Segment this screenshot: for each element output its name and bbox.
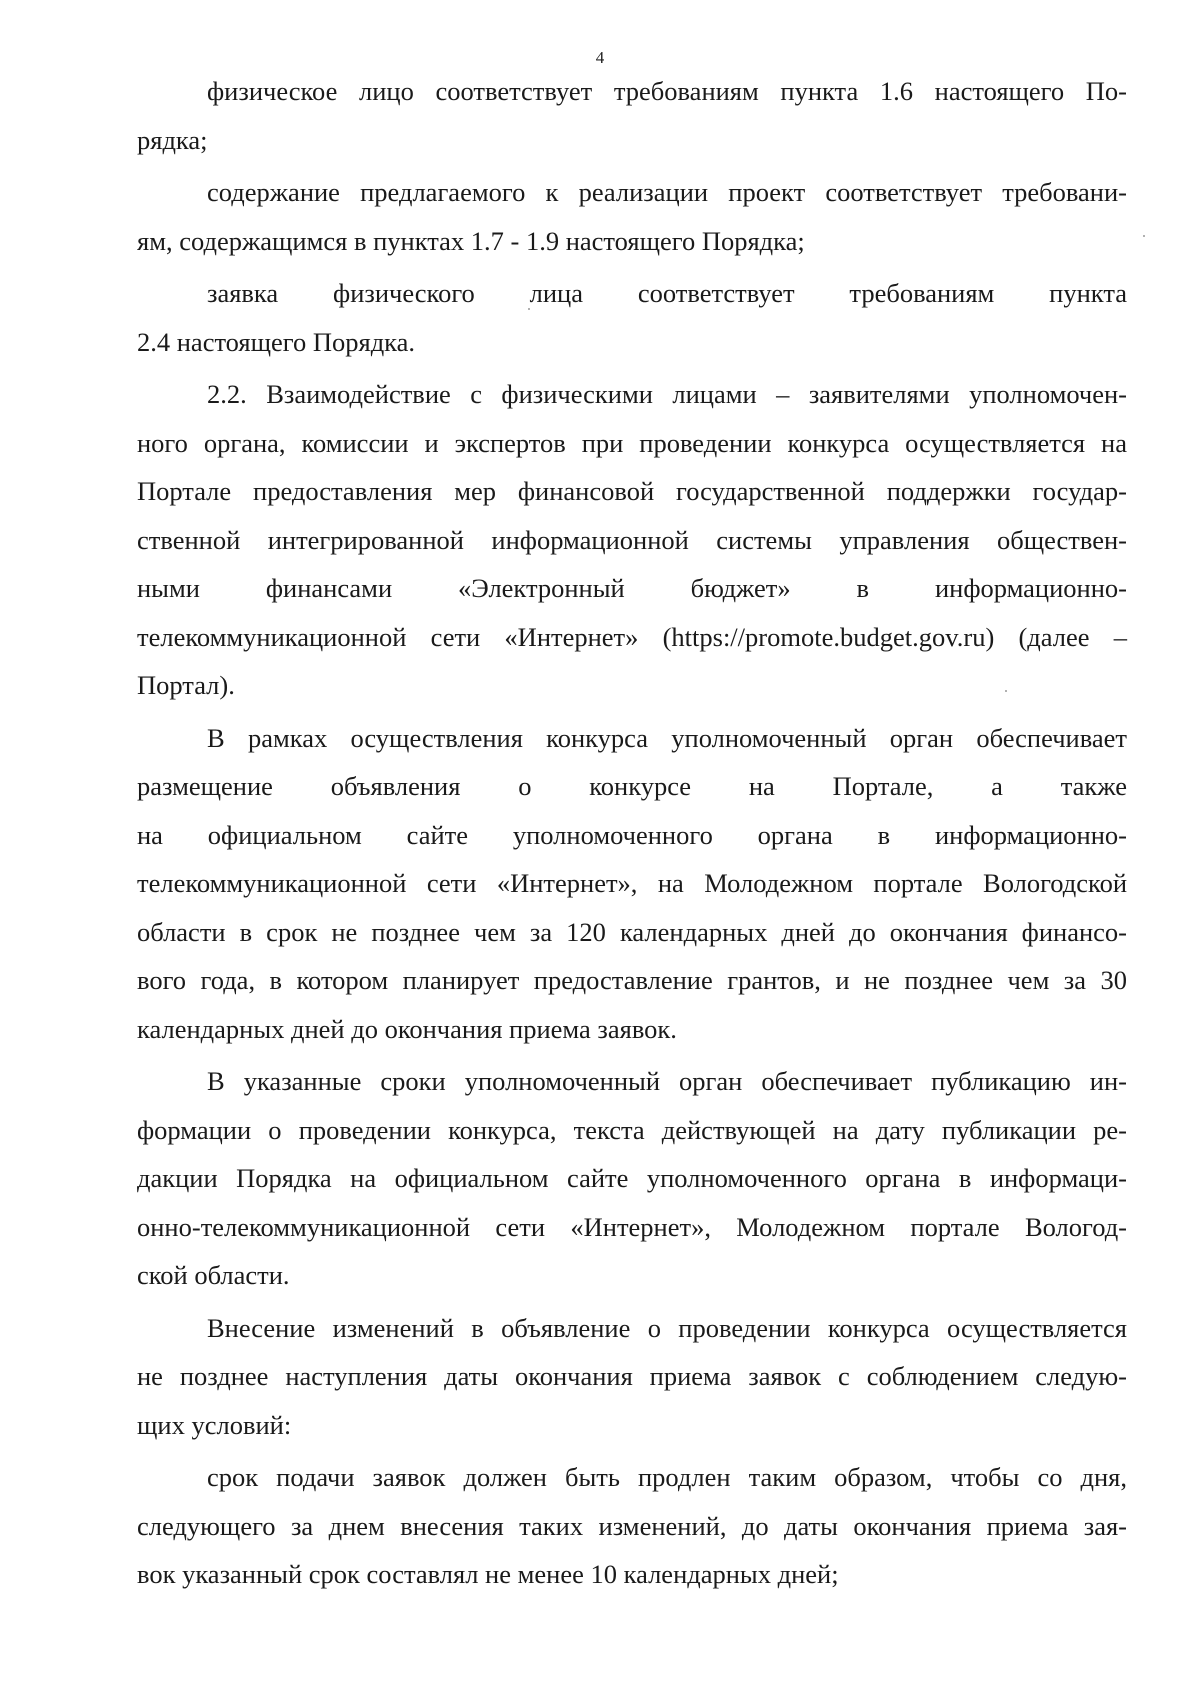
text-line: физическое лицо соответствует требованиям пункта 1.6 настоящего По- xyxy=(207,76,1127,106)
text-line: на официальном сайте уполномоченного органа в информационно- xyxy=(137,819,1127,850)
text-line: 2.2. Взаимодействие с физическими лицами – заявителями уполномочен- xyxy=(207,379,1127,409)
text-line: Внесение изменений в объявление о проведении конкурса осуществляется xyxy=(207,1312,1127,1343)
text-line: ственной интегрированной информационной системы управления обществен- xyxy=(137,524,1127,555)
paragraph-deadline-extension xyxy=(137,1453,1127,1599)
page-number: 4 xyxy=(595,48,605,67)
text-line: ям, содержащимся в пунктах 1.7 - 1.9 настоящего Порядка; xyxy=(137,225,805,256)
document-body xyxy=(137,67,1127,1603)
text-line: рядка; xyxy=(137,124,208,155)
paragraph-project-content xyxy=(137,168,1127,265)
text-line: телекоммуникационной сети «Интернет», на Молодежном портале Вологодской xyxy=(137,868,1127,898)
text-line: В указанные сроки уполномоченный орган обеспечивает публикацию ин- xyxy=(207,1066,1127,1096)
text-line: содержание предлагаемого к реализации проект соответствует требовани- xyxy=(207,177,1127,207)
text-line: онно-телекоммуникационной сети «Интернет», Молодежном портале Вологод- xyxy=(137,1211,1127,1242)
text-line: Портал). xyxy=(137,670,235,700)
text-line: щих условий: xyxy=(137,1409,292,1440)
text-line: телекоммуникационной сети «Интернет» (https://promote.budget.gov.ru) (далее – xyxy=(137,621,1127,652)
text-line: 2.4 настоящего Порядка. xyxy=(137,326,416,357)
text-line: ными финансами «Электронный бюджет» в информационно- xyxy=(137,573,1127,603)
paragraph-announcement-placement xyxy=(137,714,1127,1054)
text-line: ской области. xyxy=(137,1260,290,1290)
text-line: дакции Порядка на официальном сайте уполномоченного органа в информаци- xyxy=(137,1163,1127,1193)
text-line: вого года, в котором планирует предоставление грантов, и не позднее чем за 30 xyxy=(137,965,1127,995)
text-line: В рамках осуществления конкурса уполномоченный орган обеспечивает xyxy=(207,722,1127,753)
text-line: вок указанный срок составлял не менее 10 календарных дней; xyxy=(137,1559,839,1589)
text-line: ного органа, комиссии и экспертов при проведении конкурса осуществляется на xyxy=(137,427,1127,458)
text-line: Портале предоставления мер финансовой государственной поддержки государ- xyxy=(137,476,1127,506)
paragraph-changes xyxy=(137,1304,1127,1450)
scan-speck xyxy=(528,308,530,310)
text-line: следующего за днем внесения таких изменений, до даты окончания приема зая- xyxy=(137,1510,1127,1541)
paragraph-publication xyxy=(137,1057,1127,1300)
text-line: срок подачи заявок должен быть продлен таким образом, чтобы со дня, xyxy=(207,1462,1127,1492)
text-line: размещение объявления о конкурсе на Портале, а также xyxy=(137,771,1127,801)
text-line: области в срок не позднее чем за 120 календарных дней до окончания финансо- xyxy=(137,916,1127,947)
scan-speck xyxy=(1005,690,1007,692)
text-line: заявка физического лица соответствует требованиям пункта xyxy=(207,278,1127,308)
text-line: не позднее наступления даты окончания приема заявок с соблюдением следую- xyxy=(137,1361,1127,1391)
paragraph-2-2-interaction xyxy=(137,370,1127,710)
text-line: календарных дней до окончания приема заявок. xyxy=(137,1013,677,1044)
paragraph-application-2-4 xyxy=(137,269,1127,366)
scan-speck xyxy=(1143,235,1145,237)
paragraph-requirements-1-6 xyxy=(137,67,1127,164)
text-line: формации о проведении конкурса, текста действующей на дату публикации ре- xyxy=(137,1114,1127,1145)
